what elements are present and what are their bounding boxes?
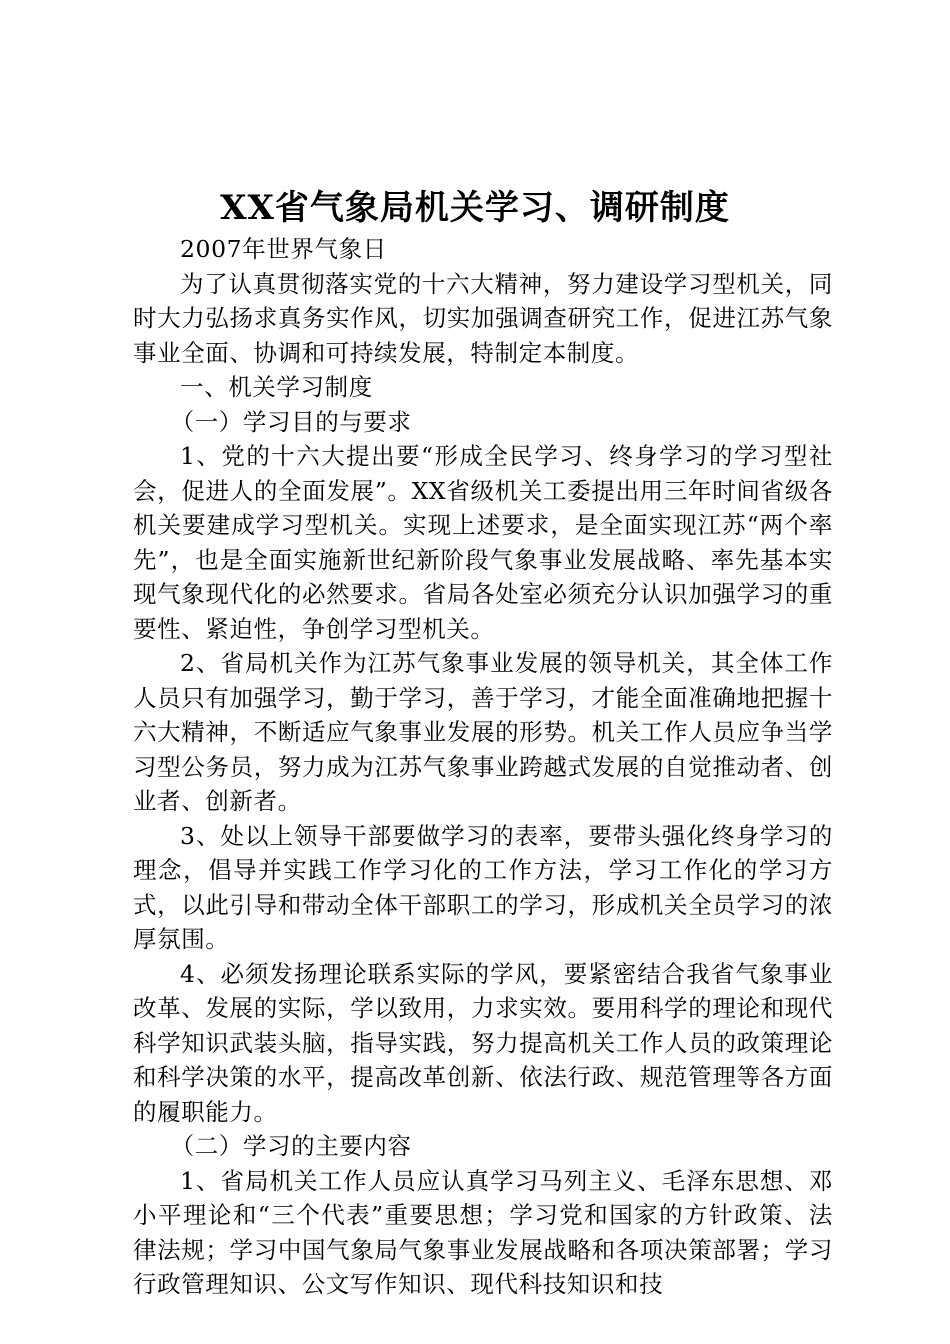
section-heading: 一、机关学习制度: [180, 373, 373, 401]
paragraph: 2、省局机关作为江苏气象事业发展的领导机关，其全体工作人员只有加强学习，勤于学习，善于学习，才能全面准确地把握十六大精神，不断适应气象事业发展的形势。机关工作人员应争当学习型公务员，努力成为江苏气象事业跨越式发展的自觉推动者、创业者、创新者。: [133, 649, 833, 815]
document-body: [133, 232, 833, 1302]
document-title: XX省气象局机关学习、调研制度: [220, 188, 730, 228]
paragraph: 1、党的十六大提出要“形成全民学习、终身学习的学习型社会，促进人的全面发展”。XX省级机关工委提出用三年时间省级各机关要建成学习型机关。实现上述要求，是全面实现江苏“两个率先”，也是全面实施新世纪新阶段气象事业发展战略、率先基本实现气象现代化的必然要求。省局各处室必须充分认识加强学习的重要性、紧迫性，争创学习型机关。: [133, 442, 833, 643]
paragraph: 3、处以上领导干部要做学习的表率，要带头强化终身学习的理念，倡导并实践工作学习化的工作方法，学习工作化的学习方式，以此引导和带动全体干部职工的学习，形成机关全员学习的浓厚氛围。: [133, 821, 833, 953]
date-line: 2007年世界气象日: [180, 235, 387, 263]
paragraph: 1、省局机关工作人员应认真学习马列主义、毛泽东思想、邓小平理论和“三个代表”重要思想；学习党和国家的方针政策、法律法规；学习中国气象局气象事业发展战略和各项决策部署；学习行政管理知识、公文写作知识、现代科技知识和技: [133, 1166, 833, 1298]
paragraph: 4、必须发扬理论联系实际的学风，要紧密结合我省气象事业改革、发展的实际，学以致用，力求实效。要用科学的理论和现代科学知识武装头脑，指导实践，努力提高机关工作人员的政策理论和科学决策的水平，提高改革创新、依法行政、规范管理等各方面的履职能力。: [133, 959, 833, 1126]
subsection-heading: （二）学习的主要内容: [170, 1132, 412, 1160]
intro-paragraph: 为了认真贯彻落实党的十六大精神，努力建设学习型机关，同时大力弘扬求真务实作风，切实加强调查研究工作，促进江苏气象事业全面、协调和可持续发展，特制定本制度。: [133, 269, 833, 367]
subsection-heading: （一）学习目的与要求: [170, 407, 412, 436]
